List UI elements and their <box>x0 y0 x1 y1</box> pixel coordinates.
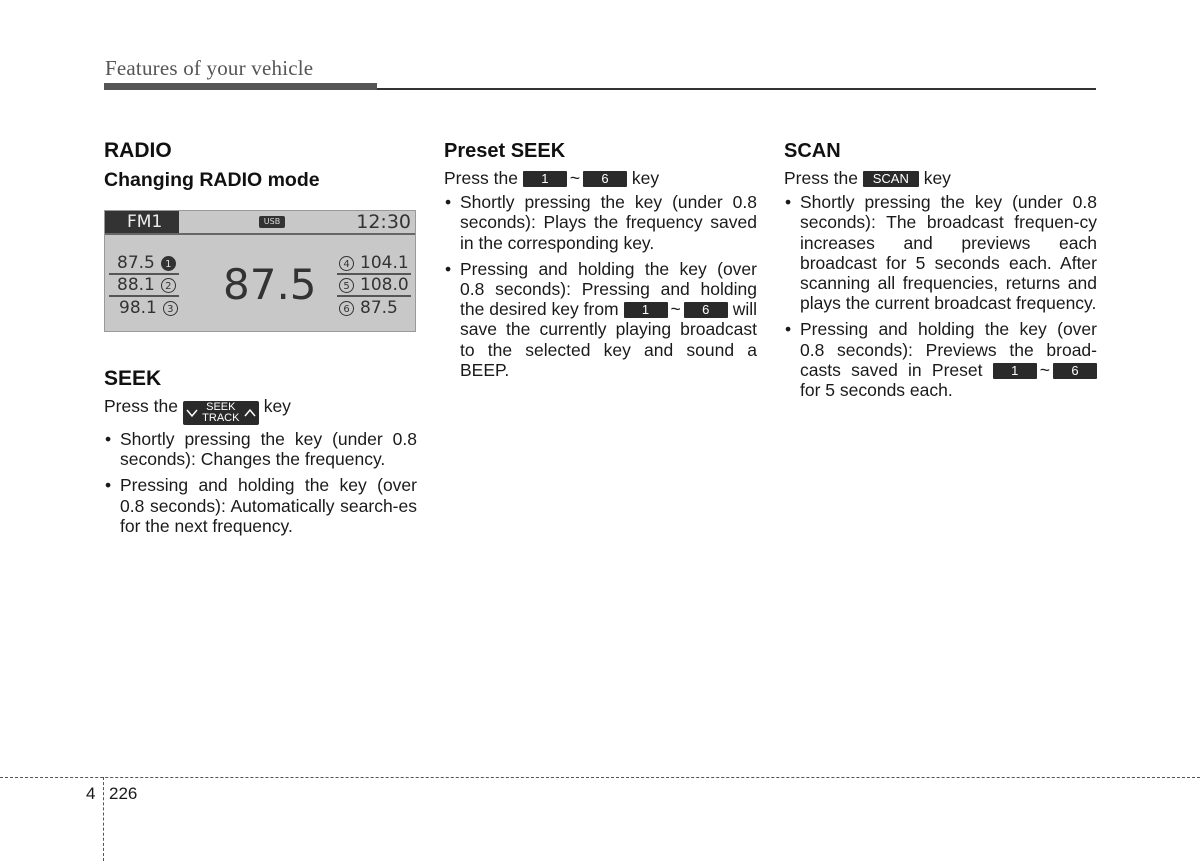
instruction-text: Press the <box>104 396 178 416</box>
preset-key-1: 1 <box>624 302 668 318</box>
seek-instruction <box>104 396 417 425</box>
range-tilde: ~ <box>1039 359 1050 380</box>
radio-heading: RADIO <box>104 139 172 162</box>
scan-bullets <box>784 192 1097 400</box>
display-preset-6 <box>339 298 398 318</box>
chapter-number: 4 <box>86 784 96 803</box>
seek-key-label: SEEK <box>206 401 236 413</box>
list-item <box>784 319 1097 400</box>
chevron-up-icon <box>244 408 256 418</box>
display-preset-2 <box>117 275 176 295</box>
bullet-text: Pressing and holding the key (over 0.8 seconds): Pressing and holding the desired key from <box>460 258 757 320</box>
list-item: • Shortly pressing the key (under 0.8 seconds): Plays the frequency saved in the corresponding key. <box>444 192 757 253</box>
preset-frequency: 88.1 <box>117 275 155 295</box>
preset-seek-bullets <box>444 192 757 380</box>
seek-track-key <box>183 401 259 425</box>
range-tilde: ~ <box>670 299 681 320</box>
radio-display <box>104 210 416 332</box>
preset-number: 3 <box>163 301 178 316</box>
instruction-text: Press the <box>784 168 858 188</box>
display-preset-4 <box>339 253 409 273</box>
preset-number: 2 <box>161 278 176 293</box>
list-item <box>444 259 757 380</box>
preset-key-6: 6 <box>684 302 728 318</box>
instruction-text: key <box>631 168 660 188</box>
column-preset-seek <box>444 138 757 386</box>
header-title: Features of your vehicle <box>105 56 314 80</box>
instruction-text: key <box>263 396 291 416</box>
preset-frequency: 98.1 <box>119 298 157 318</box>
preset-number: 1 <box>161 256 176 271</box>
preset-seek-heading: Preset SEEK <box>444 140 566 162</box>
display-preset-1 <box>117 253 176 273</box>
preset-number: 4 <box>339 256 354 271</box>
preset-key-6: 6 <box>583 171 627 187</box>
bullet-text: will save the currently playing broadcast to the selected key and sound a BEEP. <box>460 299 757 380</box>
chevron-down-icon <box>186 408 198 418</box>
list-item: • Shortly pressing the key (under 0.8 seconds): The broadcast frequen-cy increases and previews each broadcast for 5 seconds each. After scanning all frequencies, returns and plays the current broadcast frequency. <box>784 192 1097 313</box>
display-divider <box>337 295 411 297</box>
column-radio <box>104 138 417 542</box>
range-tilde: ~ <box>569 168 581 188</box>
page-number: 226 <box>109 784 138 803</box>
preset-number: 5 <box>339 278 354 293</box>
preset-key-6: 6 <box>1053 363 1097 379</box>
display-band: FM1 <box>105 211 179 233</box>
instruction-text: Press the <box>444 168 518 188</box>
preset-frequency: 108.0 <box>360 275 409 295</box>
preset-frequency: 87.5 <box>360 298 398 318</box>
bullet-text: for 5 seconds each. <box>800 380 953 401</box>
list-item: • Pressing and holding the key (over 0.8 seconds): Automatically search-es for the next frequency. <box>104 475 417 536</box>
list-item: • Shortly pressing the key (under 0.8 seconds): Changes the frequency. <box>104 429 417 469</box>
preset-key-1: 1 <box>523 171 567 187</box>
preset-frequency: 104.1 <box>360 253 409 273</box>
preset-seek-instruction <box>444 168 757 188</box>
display-preset-5 <box>339 275 409 295</box>
instruction-text: key <box>923 168 951 188</box>
scan-heading: SCAN <box>784 140 841 162</box>
track-key-label: TRACK <box>202 412 240 424</box>
seek-bullets <box>104 429 417 536</box>
preset-key-1: 1 <box>993 363 1037 379</box>
footer-rule <box>0 777 1200 778</box>
header-rule-accent <box>104 83 377 90</box>
bullet-text: Pressing and holding the key (over 0.8 seconds): Previews the broad-casts saved in Preset <box>800 319 1097 380</box>
display-status-bar <box>105 211 415 235</box>
usb-icon: USB <box>259 216 285 228</box>
display-divider <box>109 295 179 297</box>
footer-divider <box>103 777 104 861</box>
scan-instruction <box>784 168 1097 188</box>
radio-subheading: Changing RADIO mode <box>104 169 320 191</box>
preset-frequency: 87.5 <box>117 253 155 273</box>
preset-number: 6 <box>339 301 354 316</box>
display-frequency: 87.5 <box>223 260 317 309</box>
display-preset-3 <box>119 298 178 318</box>
seek-heading: SEEK <box>104 367 162 390</box>
display-clock: 12:30 <box>356 211 411 233</box>
column-scan <box>784 138 1097 406</box>
scan-key: SCAN <box>863 171 919 187</box>
